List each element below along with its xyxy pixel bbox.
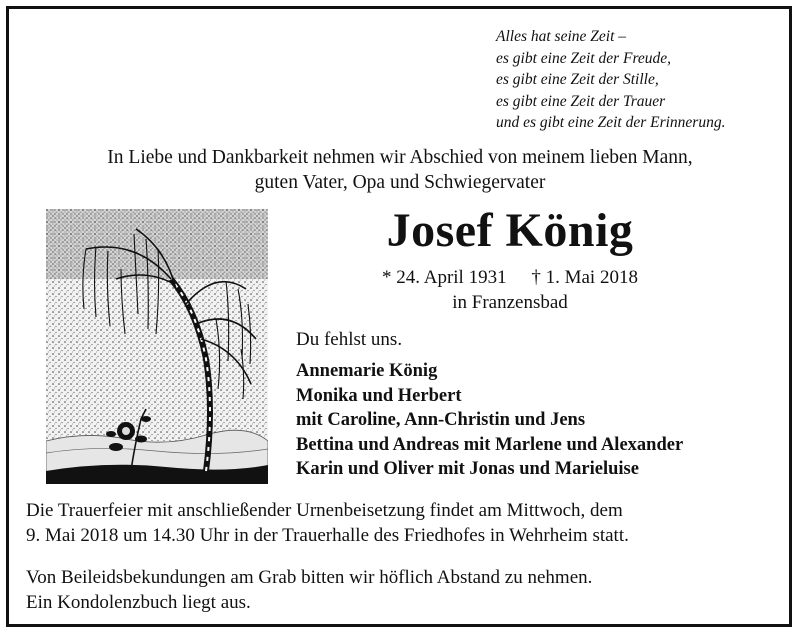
- intro-line: guten Vater, Opa und Schwiegervater: [254, 172, 546, 193]
- intro-line: In Liebe und Dankbarkeit nehmen wir Abschied von meinem lieben Mann,: [107, 147, 693, 168]
- farewell-phrase: Du fehlst uns.: [296, 329, 403, 350]
- death-date: † 1. Mai 2018: [531, 267, 638, 288]
- ceremony-info: [26, 499, 629, 548]
- place-of-death: in Franzensbad: [452, 292, 568, 313]
- poem-line: es gibt eine Zeit der Freude,: [496, 49, 672, 67]
- mourners-list: [296, 359, 683, 482]
- condolence-line: Von Beileidsbekundungen am Grab bitten wir höflich Abstand zu nehmen.: [26, 567, 593, 588]
- mourner-line: mit Caroline, Ann-Christin und Jens: [296, 410, 586, 430]
- condolence-line: Ein Kondolenzbuch liegt aus.: [26, 591, 251, 613]
- ceremony-line: 9. Mai 2018 um 14.30 Uhr in der Trauerhalle des Friedhofes in Wehrheim statt.: [26, 524, 629, 546]
- condolence-info: [26, 566, 592, 615]
- intro-text: [20, 145, 780, 195]
- mourner-line: Annemarie König: [296, 361, 438, 381]
- poem-line: Alles hat seine Zeit –: [496, 28, 627, 45]
- birth-date: * 24. April 1931: [382, 267, 507, 288]
- poem: [496, 26, 725, 134]
- poem-line: es gibt eine Zeit der Trauer: [496, 92, 666, 110]
- poem-line: und es gibt eine Zeit der Erinnerung.: [496, 114, 726, 131]
- mourner-line: Monika und Herbert: [296, 385, 462, 406]
- mourner-line: Bettina und Andreas mit Marlene und Alexander: [296, 434, 684, 455]
- deceased-name: Josef König: [386, 204, 634, 257]
- mourner-line: Karin und Oliver mit Jonas und Marieluise: [296, 459, 639, 479]
- life-dates: [290, 266, 730, 290]
- poem-line: es gibt eine Zeit der Stille,: [496, 71, 659, 88]
- ceremony-line: Die Trauerfeier mit anschließender Urnenbeisetzung findet am Mittwoch, dem: [26, 500, 623, 521]
- birch-tree-illustration: [46, 209, 268, 484]
